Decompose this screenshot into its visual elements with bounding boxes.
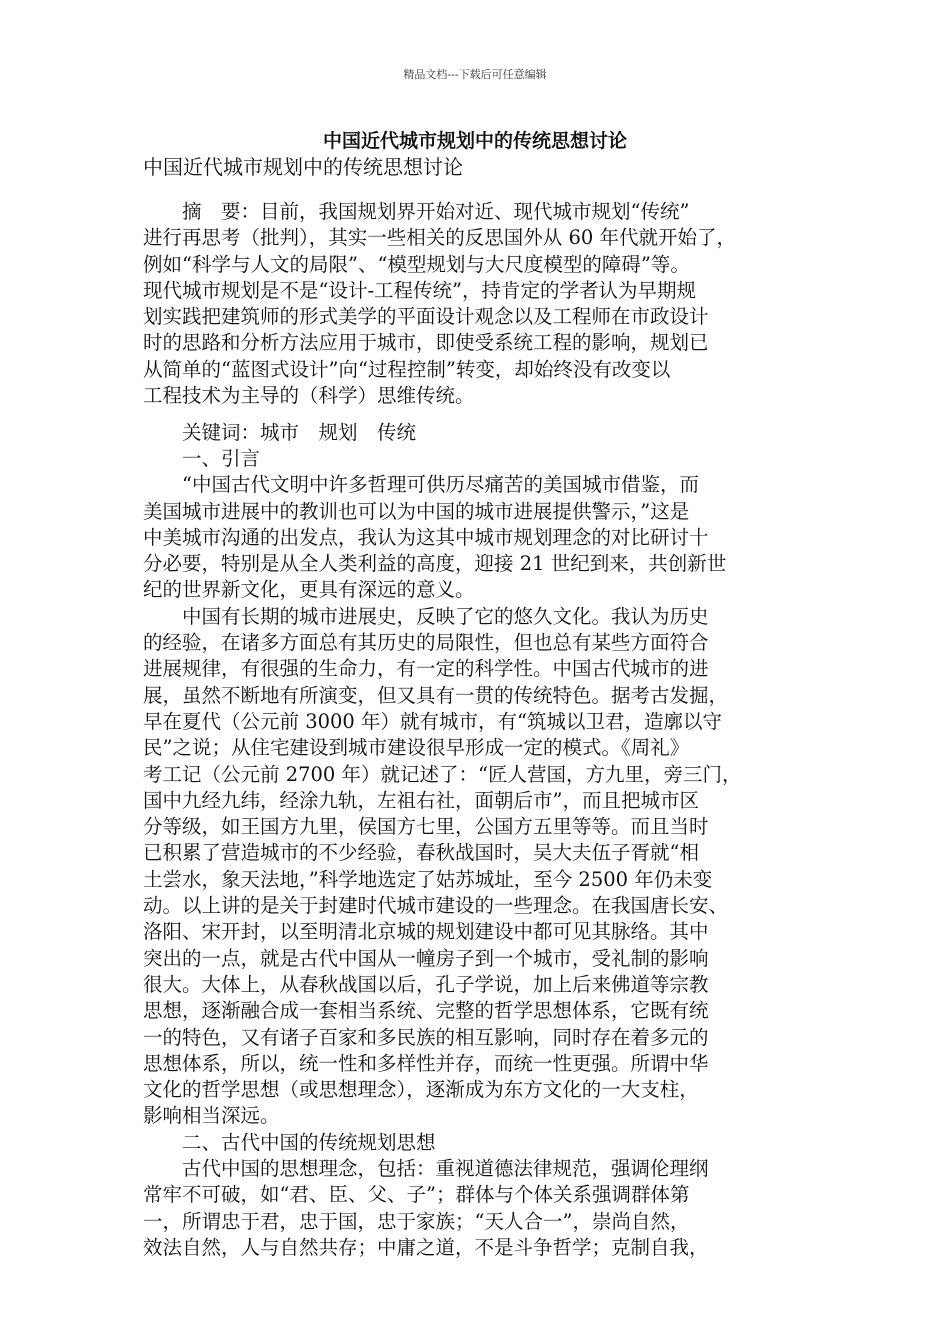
body-line: 一的特色，又有诸子百家和多民族的相互影响，同时存在着多元的 [143, 1025, 709, 1049]
body-line: “中国古代文明中许多哲理可供历尽痛苦的美国城市借鉴，而 [143, 473, 699, 497]
keywords-text: 关键词：城市 规划 传统 [143, 421, 417, 444]
abstract-line: 划实践把建筑师的形式美学的平面设计观念以及工程师在市政设计 [143, 305, 709, 329]
body-line: 思想，逐渐融合成一套相当系统、完整的哲学思想体系，它既有统 [143, 999, 709, 1023]
body-line: 分必要，特别是从全人类利益的高度，迎接 21 世纪到来，共创新世 [143, 552, 727, 576]
body-line: 民”之说；从住宅建设到城市建设很早形成一定的模式。《周礼》 [143, 736, 690, 760]
body-line: 早在夏代（公元前 3000 年）就有城市，有“筑城以卫君，造廓以守 [143, 709, 722, 733]
document-title: 中国近代城市规划中的传统思想讨论 [322, 130, 627, 152]
body-line: 考工记（公元前 2700 年）就记述了：“匠人营国，方九里，旁三门， [143, 762, 742, 786]
abstract-line: 例如“科学与人文的局限”、“模型规划与大尺度模型的障碍”等。 [143, 252, 690, 276]
body-line: 土尝水，象天法地，”科学地选定了姑苏城址，至今 2500 年仍未变 [143, 867, 713, 891]
section-heading: 二、古代中国的传统规划思想 [143, 1130, 436, 1154]
body-line: 分等级，如王国方九里，侯国方七里，公国方五里等等。而且当时 [143, 815, 709, 839]
abstract-line: 进行再思考（批判），其实一些相关的反思国外从 60 年代就开始了， [143, 226, 736, 250]
body-line: 展，虽然不断地有所演变，但又具有一贯的传统特色。据考古发掘， [143, 683, 729, 707]
body-line: 古代中国的思想理念，包括：重视道德法律规范，强调伦理纲 [143, 1157, 709, 1181]
keywords-line [143, 420, 811, 446]
abstract-line: 时的思路和分析方法应用于城市，即使受系统工程的影响，规划已 [143, 331, 709, 355]
abstract-line: 从简单的“蓝图式设计”向“过程控制”转变，却始终没有改变以 [143, 357, 671, 381]
section-heading: 一、引言 [143, 447, 261, 470]
body-line: 已积累了营造城市的不少经验，春秋战国时，吴大夫伍子胥就“相 [143, 841, 699, 865]
body-line: 的经验，在诸多方面总有其历史的局限性，但也总有某些方面符合 [143, 631, 709, 655]
body-line: 中美城市沟通的出发点，我认为这其中城市规划理念的对比研讨十 [143, 525, 709, 549]
body-line: 中国有长期的城市进展史，反映了它的悠久文化。我认为历史 [143, 604, 709, 628]
body-line: 国中九经九纬，经涂九轨，左祖右社，面朝后市”，而且把城市区 [143, 788, 699, 812]
abstract-line: 工程技术为主导的（科学）思维传统。 [143, 384, 475, 408]
document-subtitle: 中国近代城市规划中的传统思想讨论 [143, 155, 463, 179]
body-line: 突出的一点，就是古代中国从一幢房子到一个城市，受礼制的影响 [143, 946, 709, 970]
body-text [143, 446, 811, 1261]
body-line: 很大。大体上，从春秋战国以后，孔子学说，加上后来佛道等宗教 [143, 972, 709, 996]
body-line: 常牢不可破，如“君、臣、父、子”；群体与个体关系强调群体第 [143, 1183, 690, 1207]
body-line: 影响相当深远。 [143, 1104, 280, 1128]
body-line: 纪的世界新文化，更具有深远的意义。 [143, 578, 475, 602]
body-line: 思想体系，所以，统一性和多样性并存，而统一性更强。所谓中华 [143, 1051, 709, 1075]
body-line: 进展规律，有很强的生命力，有一定的科学性。中国古代城市的进 [143, 657, 709, 681]
body-line: 动。以上讲的是关于封建时代城市建设的一些理念。在我国唐长安、 [143, 894, 729, 918]
abstract-line: 摘 要：目前，我国规划界开始对近、现代城市规划“传统” [143, 200, 690, 223]
body-line: 美国城市进展中的教训也可以为中国的城市进展提供警示，”这是 [143, 499, 690, 523]
body-line: 洛阳、宋开封，以至明清北京城的规划建设中都可见其脉络。其中 [143, 920, 709, 944]
body-line: 文化的哲学思想（或思想理念），逐渐成为东方文化的一大支柱， [143, 1078, 699, 1102]
body-line: 效法自然，人与自然共存；中庸之道，不是斗争哲学；克制自我， [143, 1235, 709, 1259]
abstract-paragraph [143, 199, 811, 409]
header-note: 精品文档---下载后可任意编辑 [403, 68, 547, 81]
abstract-line: 现代城市规划是不是“设计-工程传统”，持肯定的学者认为早期规 [143, 278, 697, 302]
body-line: 一，所谓忠于君，忠于国，忠于家族；“天人合一”，崇尚自然， [143, 1209, 690, 1233]
